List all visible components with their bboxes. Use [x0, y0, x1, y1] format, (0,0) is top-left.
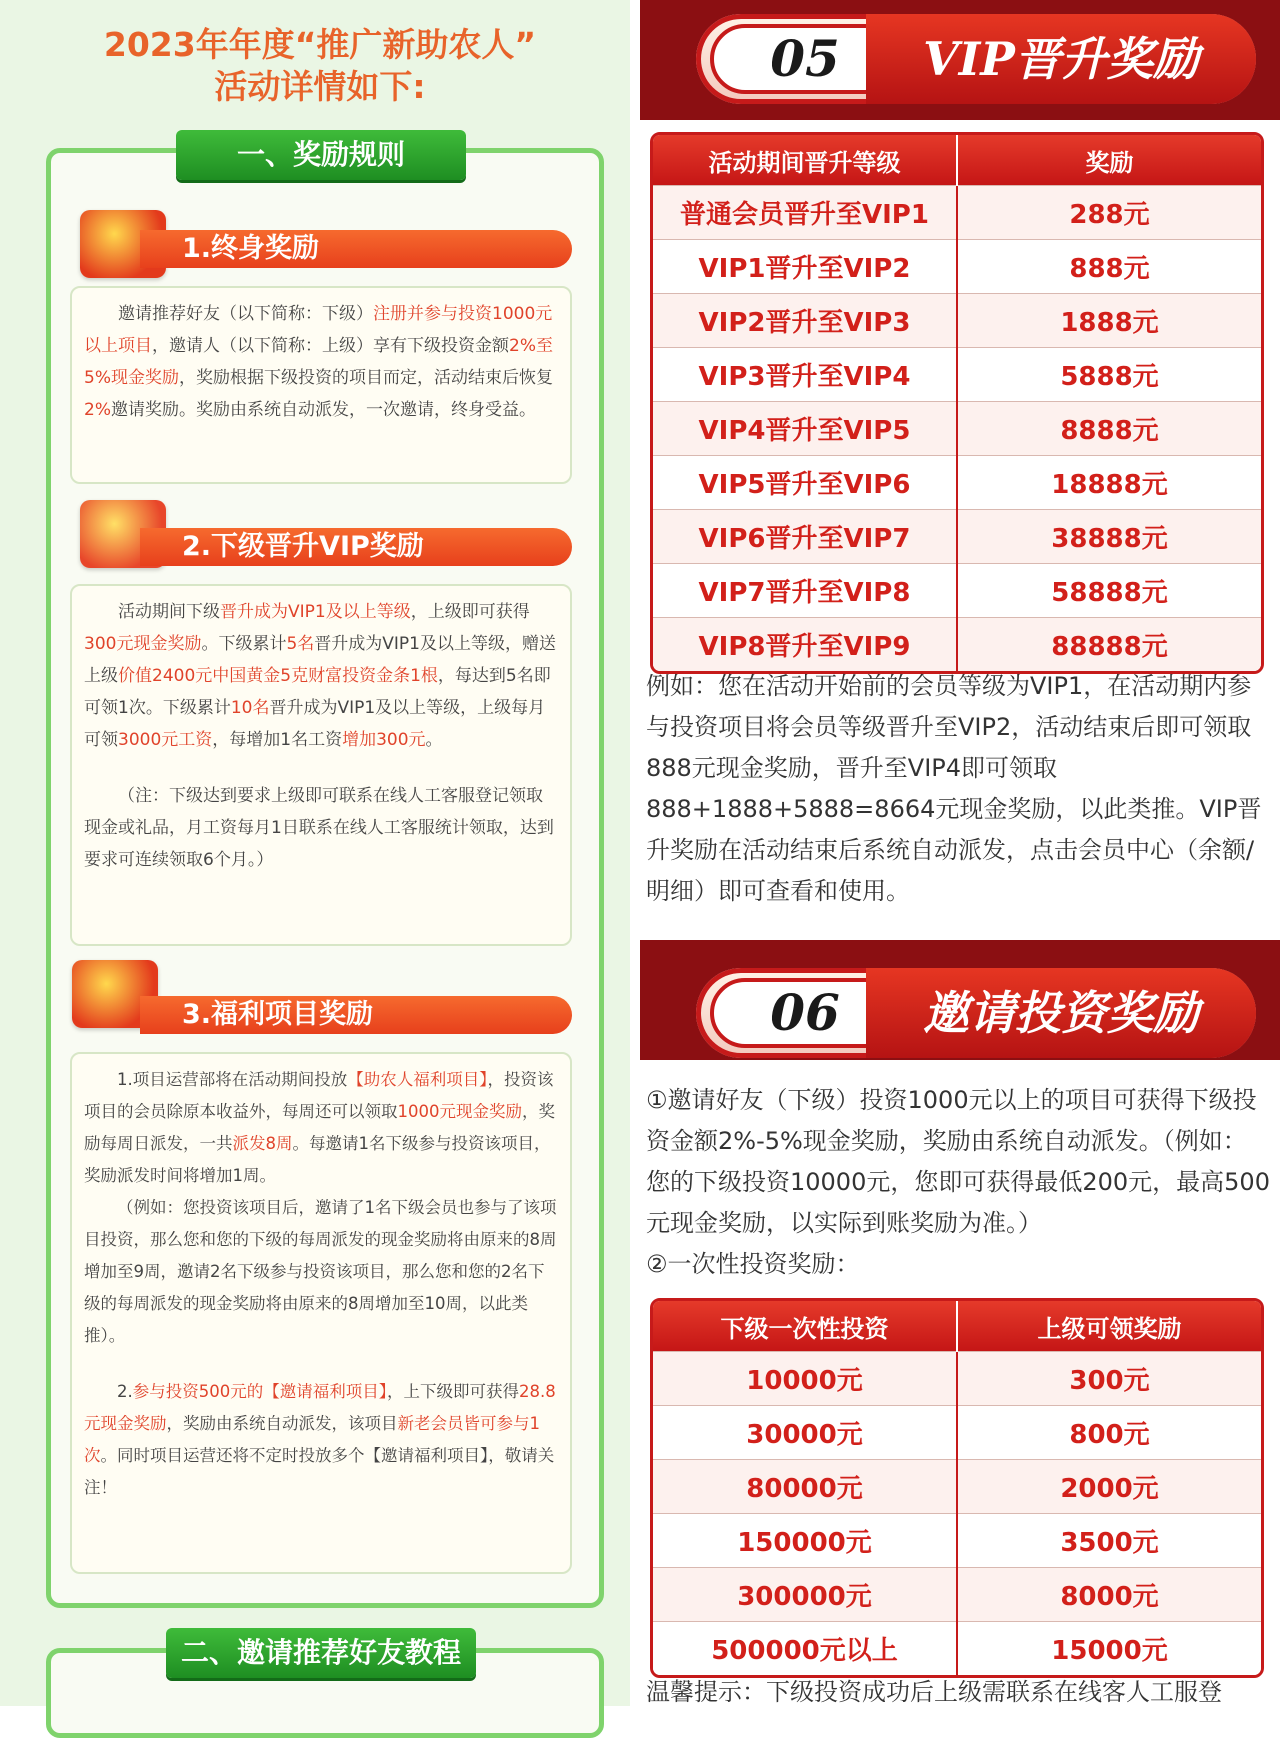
table-row: 普通会员晋升至VIP1 288元: [653, 186, 1261, 240]
section1-ribbon: 一、奖励规则: [176, 130, 466, 180]
right-panel: [640, 0, 1280, 1706]
invite-text: ①邀请好友（下级）投资1000元以上的项目可获得下级投资金额2%-5%现金奖励，奖励由系统自动派发。（例如：您的下级投资10000元，您即可获得最低200元，最高500元现金奖励，以实际到账奖励为准。） ②一次性投资奖励：: [646, 1086, 1270, 1278]
sub2-title: 2.下级晋升VIP奖励: [140, 528, 572, 566]
welfare-example: （例如：您投资该项目后，邀请了1名下级会员也参与了该项目投资，那么您和您的下级的每周派发的现金奖励将由原来的8周增加至9周，邀请2名下级参与投资该项目，那么您和您的2名下级的每周派发的现金奖励将由原来的8周增加至10周，以此类推）。: [84, 1198, 557, 1345]
banner-05-number: 05: [710, 24, 900, 94]
vip-note: （注：下级达到要求上级即可联系在线人工客服登记领取现金或礼品，月工资每月1日联系在线人工客服统计领取，达到要求可连续领取6个月。）: [84, 786, 554, 870]
table-row: VIP8晋升至VIP9 88888元: [653, 618, 1261, 672]
banner-06-number: 06: [710, 978, 900, 1048]
table-row: 300000元 8000元: [653, 1568, 1261, 1622]
banner-05: [640, 0, 1280, 120]
table-row: VIP2晋升至VIP3 1888元: [653, 294, 1261, 348]
table-row: 150000元 3500元: [653, 1514, 1261, 1568]
table-row: VIP5晋升至VIP6 18888元: [653, 456, 1261, 510]
section2-ribbon: 二、邀请推荐好友教程: [166, 1628, 476, 1678]
invest-table-header-investment: 下级一次性投资: [653, 1301, 957, 1352]
title-line-1: 2023年年度“推广新助农人”: [103, 25, 537, 64]
table-row: VIP6晋升至VIP7 38888元: [653, 510, 1261, 564]
welfare-project-card: 1.项目运营部将在活动期间投放【助农人福利项目】，投资该项目的会员除原本收益外，每周还可以领取1000元现金奖励，奖励每周日派发，一共派发8周。每邀请1名下级参与投资该项目，奖励派发时间将增加1周。 （例如：您投资该项目后，邀请了1名下级会员也参与了该项目投资，那么您和您的下级的每周派发的现金奖励将由原来的8周增加至9周，邀请2名下级参与投资该项目，那么您和您的2名下级的每周派发的现金奖励将由原来的8周增加至10周，以此类推）。 2.参与投资500元的【邀请福利项目】，上下级即可获得28.8元现金奖励，奖励由系统自动派发，该项目新老会员皆可参与1次。同时项目运营还将不定时投放多个【邀请福利项目】，敬请关注！: [70, 1052, 572, 1574]
table-row: VIP7晋升至VIP8 58888元: [653, 564, 1261, 618]
banner-05-title: VIP晋升奖励: [866, 14, 1256, 104]
banner-06-title: 邀请投资奖励: [866, 968, 1256, 1058]
invest-reward-table: [650, 1298, 1264, 1678]
vip-table-header-reward: 奖励: [957, 135, 1261, 186]
table-row: VIP1晋升至VIP2 888元: [653, 240, 1261, 294]
left-panel: [0, 0, 630, 1706]
table-row: 80000元 2000元: [653, 1460, 1261, 1514]
page-title: [40, 24, 600, 108]
banner-06: [640, 940, 1280, 1060]
warm-tip: 温馨提示：下级投资成功后上级需联系在线客人工服登: [646, 1678, 1222, 1706]
title-line-2: 活动详情如下:: [214, 67, 426, 106]
table-row: VIP4晋升至VIP5 8888元: [653, 402, 1261, 456]
table-row: 10000元 300元: [653, 1352, 1261, 1406]
vip-table-header-level: 活动期间晋升等级: [653, 135, 957, 186]
table-row: 30000元 800元: [653, 1406, 1261, 1460]
sub1-title: 1.终身奖励: [140, 230, 572, 268]
banner-05-pill: [696, 14, 1256, 104]
invest-table-header-reward: 上级可领奖励: [957, 1301, 1261, 1352]
table-row: 500000元以上 15000元: [653, 1622, 1261, 1676]
vip-upgrade-card: 活动期间下级晋升成为VIP1及以上等级，上级即可获得300元现金奖励。下级累计5名晋升成为VIP1及以上等级，赠送上级价值2400元中国黄金5克财富投资金条1根，每达到5名即可领1次。下级累计10名晋升成为VIP1及以上等级，上级每月可领3000元工资，每增加1名工资增加300元。 （注：下级达到要求上级即可联系在线人工客服登记领取现金或礼品，月工资每月1日联系在线人工客服统计领取，达到要求可连续领取6个月。）: [70, 584, 572, 946]
sub3-title: 3.福利项目奖励: [140, 996, 572, 1034]
vip-reward-table: [650, 132, 1264, 674]
lifetime-reward-card: 邀请推荐好友（以下简称：下级）注册并参与投资1000元以上项目，邀请人（以下简称：上级）享有下级投资金额2%至5%现金奖励，奖励根据下级投资的项目而定，活动结束后恢复2%邀请奖励。奖励由系统自动派发，一次邀请，终身受益。: [70, 286, 572, 484]
banner-06-pill: [696, 968, 1256, 1058]
table-row: VIP3晋升至VIP4 5888元: [653, 348, 1261, 402]
vip-example-text: 例如：您在活动开始前的会员等级为VIP1，在活动期内参与投资项目将会员等级晋升至VIP2，活动结束后即可领取888元现金奖励，晋升至VIP4即可领取888+1888+5888=8664元现金奖励，以此类推。VIP晋升奖励在活动结束后系统自动派发，点击会员中心（余额/明细）即可查看和使用。: [646, 672, 1262, 905]
